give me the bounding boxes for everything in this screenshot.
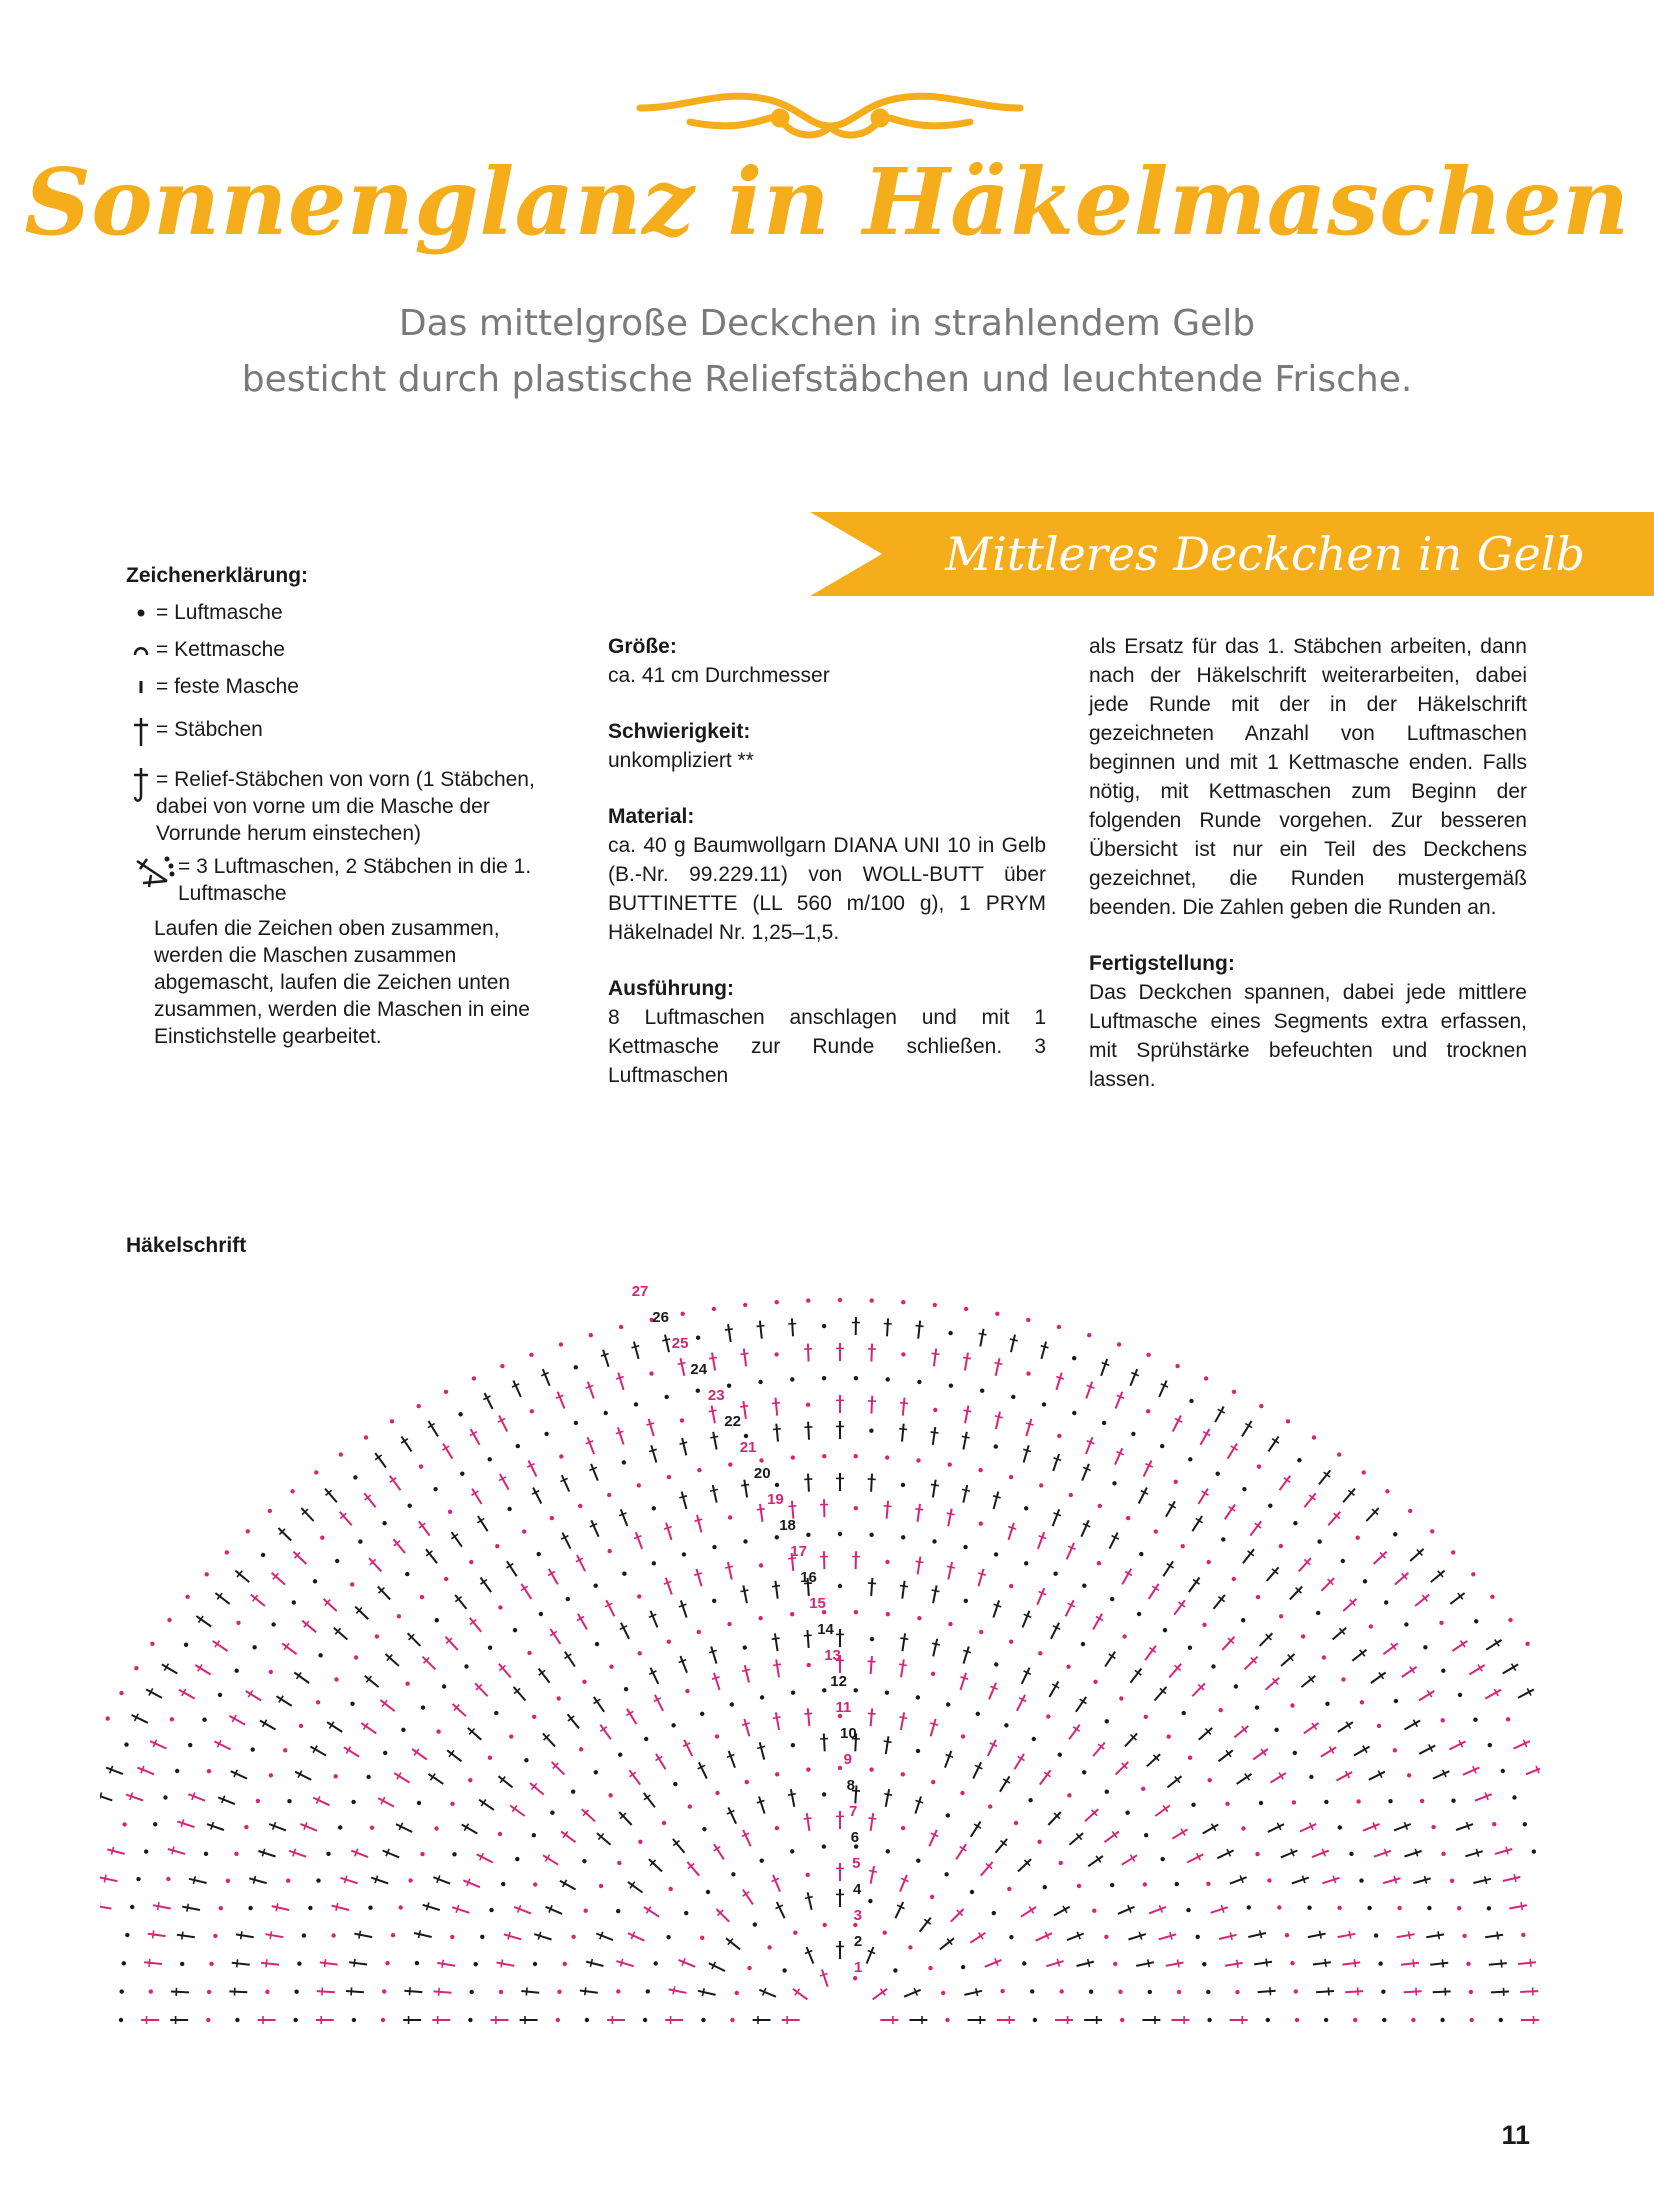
round-number-label: 19 [767, 1491, 784, 1508]
round-number-label: 9 [843, 1751, 852, 1768]
legend-note: Laufen die Zeichen oben zusammen, werden die Maschen zusammen abgemascht, laufen die Zeichen unten zusammen, werden die Maschen in eine Einstichstelle gearbeitet. [154, 917, 530, 1048]
round-number-label: 5 [852, 1855, 861, 1872]
round-number-label: 12 [830, 1673, 847, 1690]
round-number-label: 8 [846, 1777, 855, 1794]
round-number-label: 26 [652, 1309, 669, 1326]
round-number-label: 11 [835, 1699, 852, 1716]
crochet-chart [100, 1150, 1540, 2050]
round-number-label: 7 [849, 1803, 858, 1820]
page-subtitle [0, 296, 1654, 408]
round-number-label: 10 [840, 1725, 857, 1742]
legend-item [126, 599, 566, 626]
execution-text-part-2: als Ersatz für das 1. Stäbchen arbeiten, dann nach der Häkelschrift weiterarbeiten, dabei jede Runde mit der in der Häkelschrift gezeichneten Anzahl von Luftmaschen beginnen und mit 1 Kettmasche enden. Falls nötig, mit Kettmaschen zum Beginn der folgenden Runde vorgehen. Zur besseren Übersicht ist nur ein Teil des Deckchens gezeichnet, die Runden mustergemäß beenden. Die Zahlen geben die Runden an. [1089, 635, 1527, 919]
front-post-double-crochet-icon [126, 766, 156, 806]
round-number-label: 24 [690, 1361, 708, 1378]
instructions-column-1 [608, 632, 1046, 1090]
round-number-label: 15 [809, 1595, 826, 1612]
round-number-label: 18 [779, 1517, 796, 1534]
double-crochet-icon [126, 716, 156, 748]
round-number-label: 13 [824, 1647, 841, 1664]
round-number-label: 3 [853, 1907, 862, 1924]
legend-item-text: = Stäbchen [156, 718, 263, 741]
instructions-column-2 [1089, 632, 1527, 1094]
finishing-heading: Fertigstellung: [1089, 952, 1235, 975]
chart-stitches [100, 1298, 1540, 2024]
single-crochet-icon [126, 673, 156, 700]
round-number-label: 4 [853, 1881, 862, 1898]
page-title: Sonnenglanz in Häkelmaschen [24, 148, 1630, 256]
legend-item-text: = 3 Luftmaschen, 2 Stäbchen in die 1. Luftmasche [178, 855, 532, 905]
legend-item [126, 766, 566, 847]
round-number-label: 25 [671, 1335, 689, 1352]
round-number-label: 27 [631, 1283, 649, 1300]
legend-item [126, 853, 566, 907]
size-heading: Größe: [608, 635, 677, 658]
chain-cluster-icon [126, 853, 178, 893]
round-number-label: 17 [790, 1543, 807, 1560]
legend-item-text: = Relief-Stäbchen von vorn (1 Stäbchen, dabei von vorne um die Masche der Vorrunde herum einstechen) [156, 768, 535, 845]
legend-item-text: = Luftmasche [156, 601, 283, 624]
round-number-label: 6 [850, 1829, 860, 1846]
difficulty-heading: Schwierigkeit: [608, 720, 751, 743]
finishing-text: Das Deckchen spannen, dabei jede mittlere Luftmasche eines Segments extra erfassen, mit Sprühstärke befeuchten und trocknen lassen. [1089, 981, 1527, 1091]
page-number: 11 [1501, 2120, 1530, 2150]
diagram-label: Häkelschrift [126, 1234, 247, 1257]
legend-item [126, 673, 566, 700]
material-heading: Material: [608, 805, 695, 828]
chain-stitch-icon [126, 599, 156, 626]
material-text: ca. 40 g Baumwollgarn DIANA UNI 10 in Gelb (B.-Nr. 99.229.11) von WOLL-BUTT über BUTTINETTE (LL 560 m/100 g), 1 PRYM Häkelnadel Nr. 1,25–1,5. [608, 834, 1046, 944]
round-number-label: 16 [800, 1569, 817, 1586]
title-ornament [630, 78, 1030, 148]
round-number-label: 20 [753, 1465, 771, 1482]
legend-item-text: = Kettmasche [156, 638, 285, 661]
legend-item-text: = feste Masche [156, 675, 299, 698]
subtitle-line-1: Das mittelgroße Deckchen in strahlendem Gelb [398, 303, 1256, 344]
round-number-label: 14 [817, 1621, 834, 1638]
legend-heading: Zeichenerklärung: [126, 564, 309, 587]
difficulty-text: unkompliziert ** [608, 749, 754, 772]
slip-stitch-icon [126, 636, 156, 663]
legend-item [126, 636, 566, 663]
round-number-label: 23 [707, 1387, 725, 1404]
execution-heading: Ausführung: [608, 977, 734, 1000]
symbol-legend [126, 562, 566, 1050]
subtitle-line-2: besticht durch plastische Reliefstäbchen und leuchtende Frische. [241, 359, 1413, 400]
execution-text-part-1: 8 Luftmaschen anschlagen und mit 1 Kettmasche zur Runde schließen. 3 Luftmaschen [608, 1006, 1046, 1087]
legend-item [126, 716, 566, 748]
round-number-label: 2 [853, 1933, 863, 1950]
round-number-label: 22 [724, 1413, 741, 1430]
round-number-label: 1 [854, 1959, 863, 1976]
size-text: ca. 41 cm Durchmesser [608, 664, 830, 687]
section-banner-label: Mittleres Deckchen in Gelb [945, 527, 1585, 581]
round-number-label: 21 [739, 1439, 757, 1456]
